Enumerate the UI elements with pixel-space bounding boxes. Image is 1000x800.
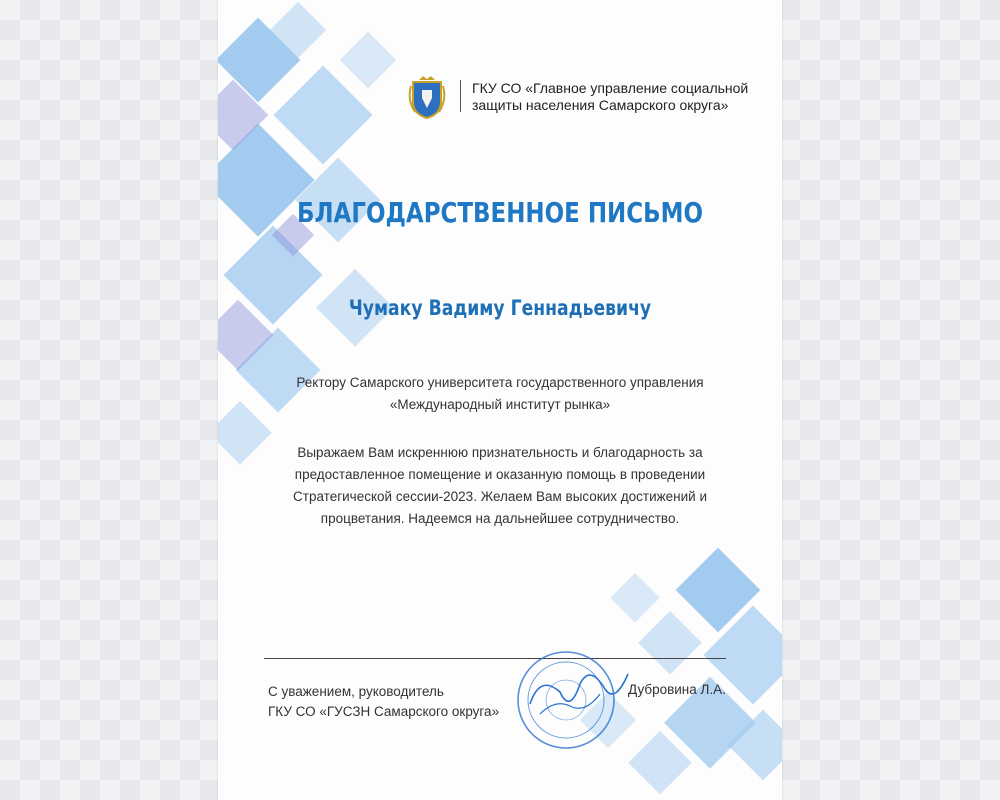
- samara-coat-of-arms-icon: [407, 76, 447, 120]
- position-line-1: Ректору Самарского университета государственного управления: [296, 375, 704, 390]
- position-line-2: «Международный институт рынка»: [389, 397, 611, 412]
- letter-title: БЛАГОДАРСТВЕННОЕ ПИСЬМО: [296, 196, 704, 229]
- signature-divider: [264, 658, 726, 659]
- body-line-1: Выражаем Вам искреннюю признательность и благодарность за: [297, 445, 703, 460]
- closing-block: [268, 682, 499, 722]
- header-divider: [460, 80, 461, 112]
- organization-line-2: защиты населения Самарского округа»: [472, 97, 729, 113]
- closing-line-2: ГКУ СО «ГУСЗН Самарского округа»: [268, 704, 500, 719]
- organization-name: [472, 80, 762, 114]
- signer-name: Дубровина Л.А.: [628, 682, 726, 697]
- letter-body: [270, 442, 730, 530]
- official-stamp-icon: [510, 644, 630, 754]
- organization-line-1: ГКУ СО «Главное управление социальной: [472, 80, 749, 96]
- body-line-2: предоставленное помещение и оказанную помощь в проведении: [294, 467, 706, 482]
- closing-line-1: С уважением, руководитель: [268, 684, 444, 699]
- recipient-position: [270, 372, 730, 416]
- body-line-3: Стратегической сессии-2023. Желаем Вам высоких достижений и: [293, 489, 707, 504]
- body-line-4: процветания. Надеемся на дальнейшее сотрудничество.: [320, 511, 680, 526]
- recipient-name: Чумаку Вадиму Геннадьевичу: [348, 296, 652, 320]
